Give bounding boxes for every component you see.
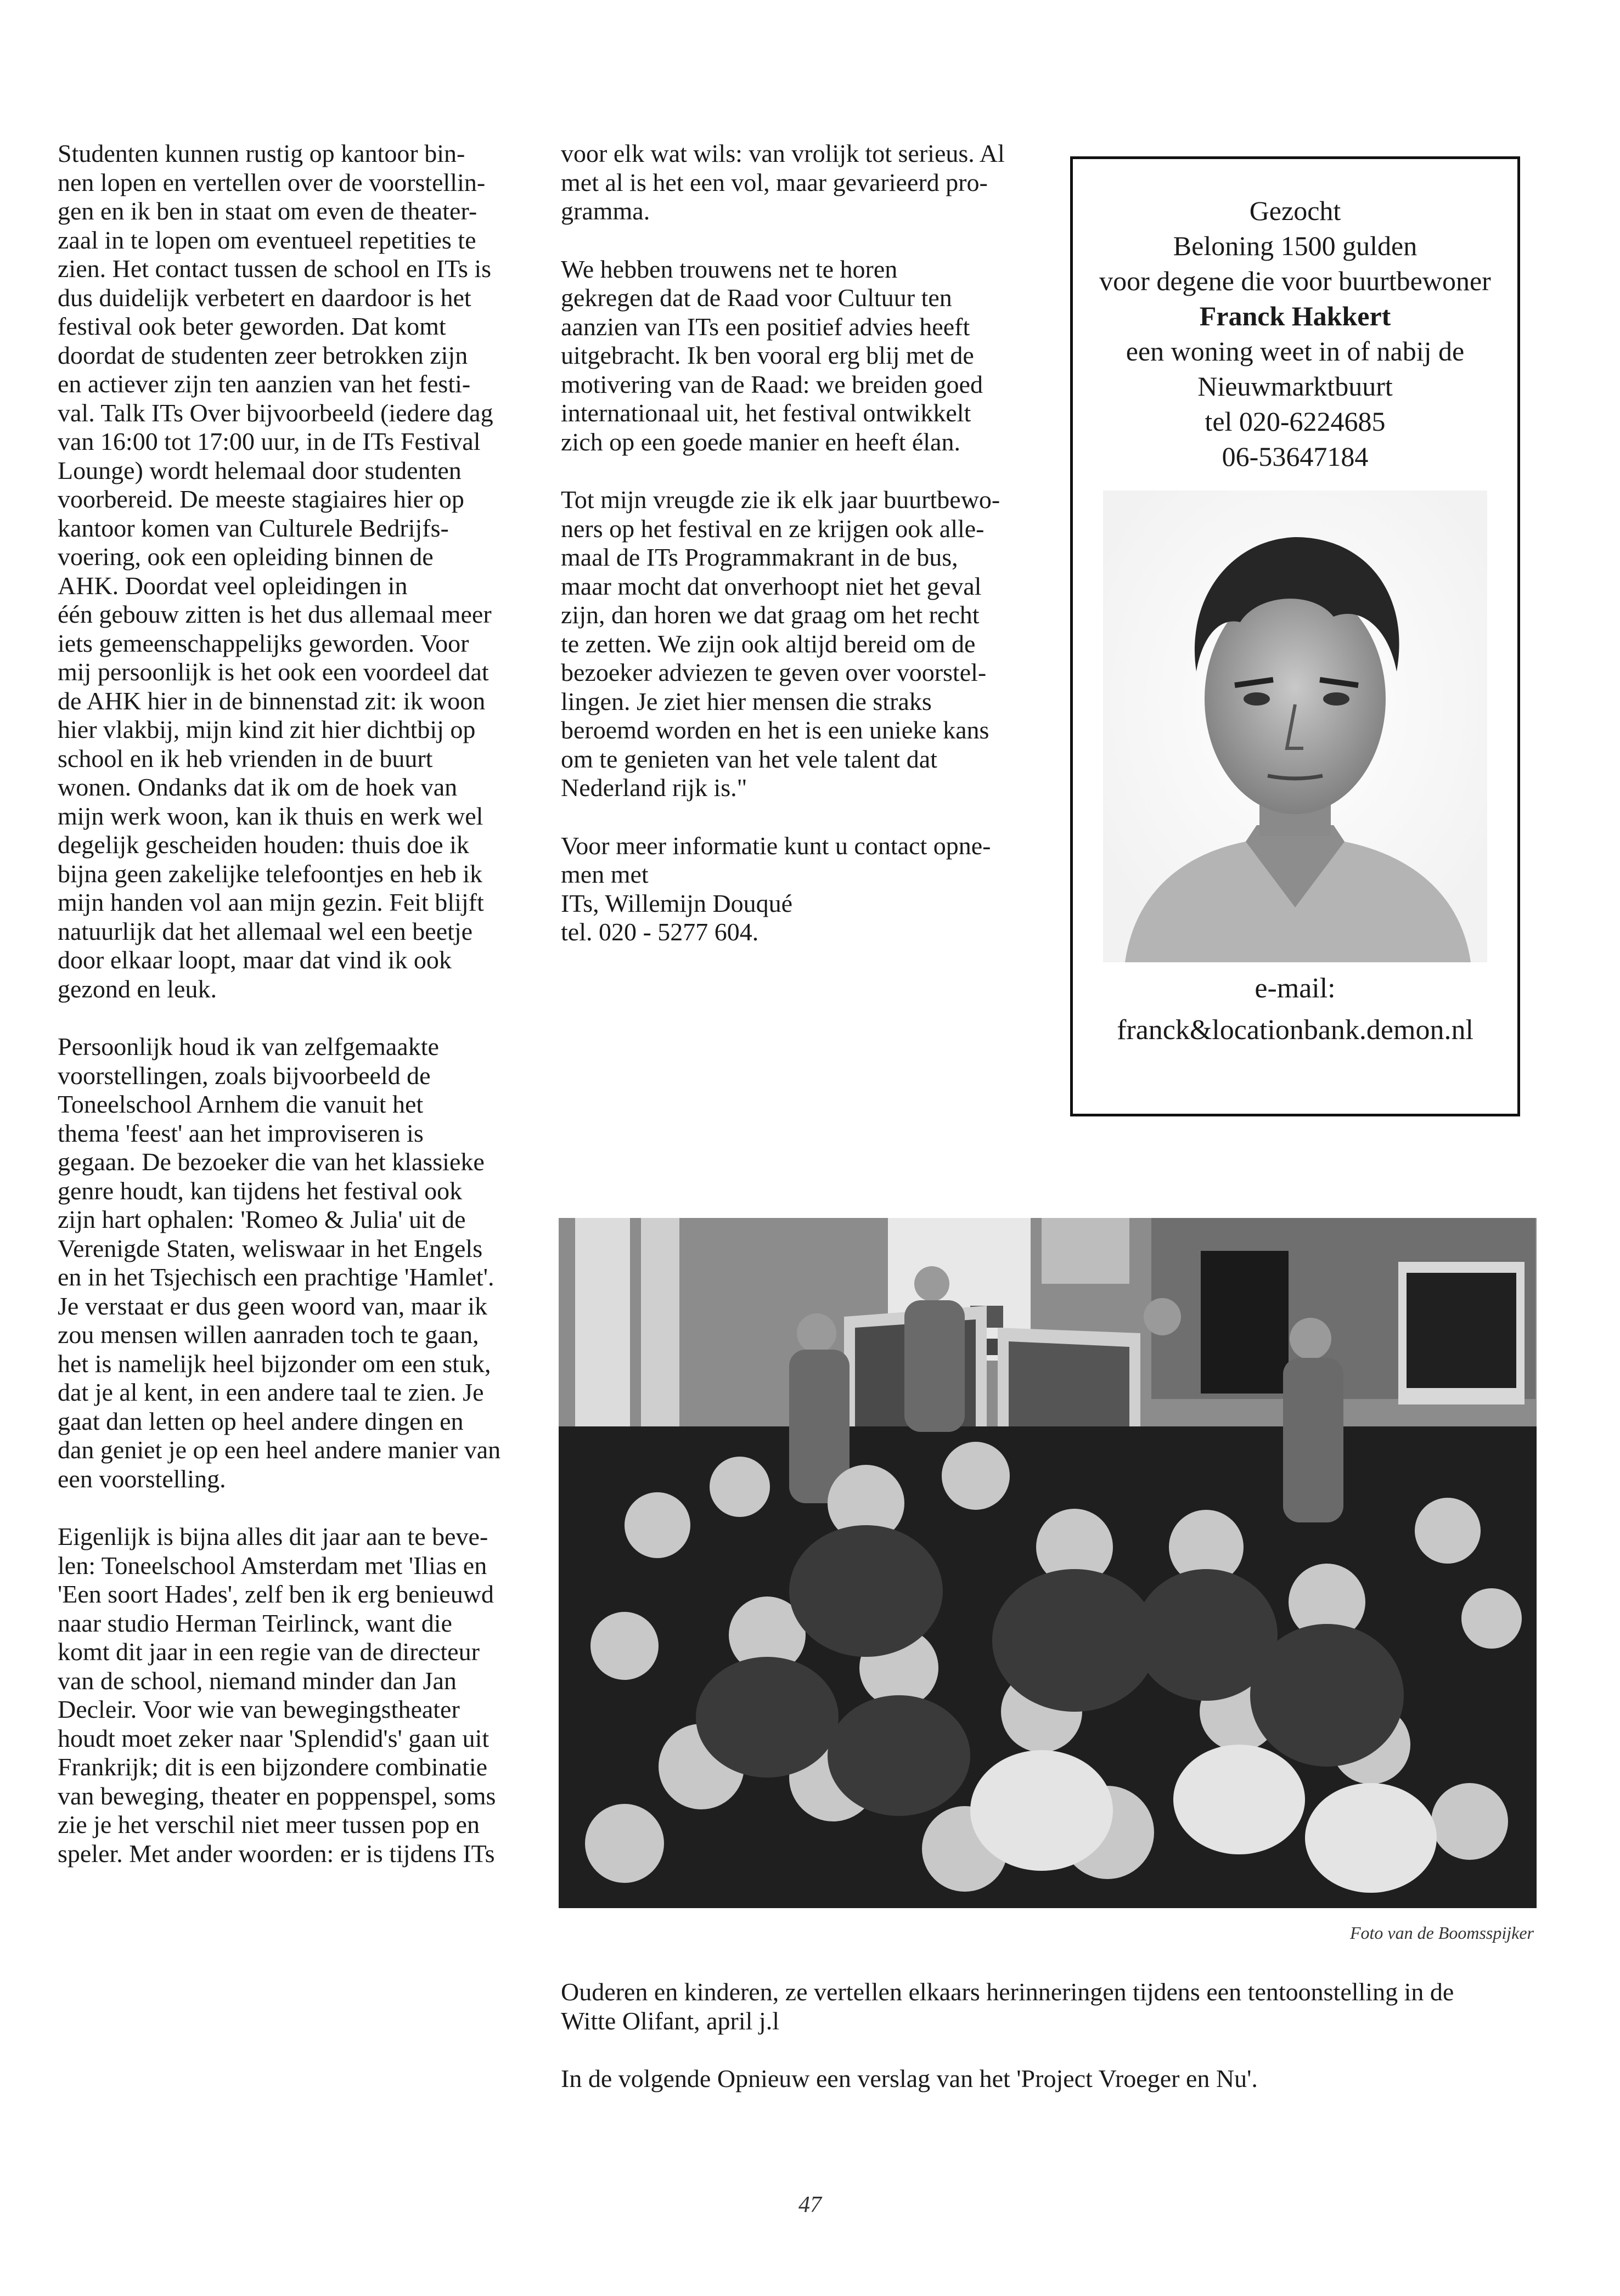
text-line: Tot mijn vreugde zie ik elk jaar buurtbewo-	[561, 486, 1000, 514]
text-line: één gebouw zitten is het dus allemaal meer	[58, 600, 492, 628]
text-line: mijn handen vol aan mijn gezin. Feit blijft	[58, 888, 484, 916]
text-line: zijn, dan horen we dat graag om het recht	[561, 601, 980, 629]
text-line: Eigenlijk is bijna alles dit jaar aan te beve-	[58, 1522, 488, 1550]
text-line: Je verstaat er dus geen woord van, maar ik	[58, 1291, 487, 1320]
text-line: val. Talk ITs Over bijvoorbeeld (iedere dag	[58, 398, 493, 427]
text-line: voorbereid. De meeste stagiaires hier op	[58, 485, 464, 513]
text-line: Studenten kunnen rustig op kantoor bin-	[58, 139, 465, 167]
text-line: genre houdt, kan tijdens het festival ook	[58, 1176, 463, 1205]
text-line: iets gemeenschappelijks geworden. Voor	[58, 629, 469, 657]
text-line: men met	[561, 860, 649, 888]
text-line: motivering van de Raad: we breiden goed	[561, 370, 983, 398]
text-line: gezond en leuk.	[58, 974, 217, 1003]
text-line: tel. 020 - 5277 604.	[561, 918, 759, 946]
text-line: Nederland rijk is."	[561, 774, 747, 802]
text-line: Ouderen en kinderen, ze vertellen elkaars herinneringen tijdens een tentoonstelling in de	[561, 1978, 1454, 2006]
text-line: zijn hart ophalen: 'Romeo & Julia' uit de	[58, 1205, 466, 1233]
text-line: naar studio Herman Teirlinck, want die	[58, 1609, 452, 1637]
text-line: school en ik heb vrienden in de buurt	[58, 744, 433, 772]
text-line: Toneelschool Arnhem die vanuit het	[58, 1090, 424, 1118]
text-line: van beweging, theater en poppenspel, soms	[58, 1781, 496, 1810]
text-line: mij persoonlijk is het ook een voordeel dat	[58, 658, 489, 686]
ad-name: Franck Hakkert	[1199, 301, 1391, 331]
text-line: van de school, niemand minder dan Jan	[58, 1666, 457, 1695]
text-line: dan geniet je op een heel andere manier van	[58, 1436, 501, 1464]
ad-email: franck&locationbank.demon.nl	[1117, 1014, 1473, 1046]
ad-email-label: e-mail:	[1255, 973, 1336, 1004]
text-line: hier vlakbij, mijn kind zit hier dichtbij op	[58, 715, 476, 743]
text-line: kantoor komen van Culturele Bedrijfs-	[58, 514, 449, 542]
photo-caption	[561, 1978, 1538, 2035]
text-line: voor elk wat wils: van vrolijk tot serieus. Al	[561, 139, 1005, 167]
text-line: van 16:00 tot 17:00 uur, in de ITs Festival	[58, 427, 481, 455]
text-line: door elkaar loopt, maar dat vind ik ook	[58, 946, 452, 974]
text-line: nen lopen en vertellen over de voorstellin-	[58, 168, 486, 196]
paragraph	[561, 139, 1038, 226]
text-line: zie je het verschil niet meer tussen pop en	[58, 1810, 480, 1838]
ad-phone: tel 020-6224685	[1205, 406, 1386, 437]
text-line: voering, ook een opleiding binnen de	[58, 543, 434, 571]
text-line: beroemd worden en het is een unieke kans	[561, 716, 989, 744]
text-line: aanzien van ITs een positief advies heeft	[561, 312, 970, 341]
text-line: degelijk gescheiden houden: thuis doe ik	[58, 831, 469, 859]
text-line: met al is het een vol, maar gevarieerd pro-	[561, 168, 988, 196]
text-line: zaal in te lopen om eventueel repetities te	[58, 225, 476, 254]
text-line: doordat de studenten zeer betrokken zijn	[58, 341, 468, 369]
text-line: om te genieten van het vele talent dat	[561, 744, 937, 773]
text-line: uitgebracht. Ik ben vooral erg blij met de	[561, 341, 974, 369]
text-line: 'Een soort Hades', zelf ben ik erg benieuwd	[58, 1580, 494, 1608]
text-line: bezoeker adviezen te geven over voorstel-	[561, 658, 987, 686]
text-line: Frankrijk; dit is een bijzondere combinatie	[58, 1753, 488, 1781]
text-line: gen en ik ben in staat om even de theater-	[58, 197, 477, 225]
text-line: Voor meer informatie kunt u contact opne-	[561, 831, 991, 860]
text-line: dus duidelijk verbetert en daardoor is het	[58, 283, 471, 312]
text-line: Persoonlijk houd ik van zelfgemaakte	[58, 1033, 439, 1060]
text-line: Verenigde Staten, weliswaar in het Engels	[58, 1234, 483, 1262]
text-line: en in het Tsjechisch een prachtige 'Hamlet'.	[58, 1263, 494, 1291]
text-line: houdt moet zeker naar 'Splendid's' gaan uit	[58, 1724, 490, 1752]
text-line: dat je al kent, in een andere taal te zien. Je	[58, 1378, 484, 1406]
text-line: internationaal uit, het festival ontwikkelt	[561, 399, 971, 427]
article-column-middle	[561, 139, 1038, 976]
text-line: len: Toneelschool Amsterdam met 'Ilias en	[58, 1551, 487, 1579]
text-line: Witte Olifant, april j.l	[561, 2006, 779, 2035]
ad-heading: Gezocht	[1249, 195, 1341, 226]
text-line: het is namelijk heel bijzonder om een stuk,	[58, 1349, 491, 1378]
text-line: en actiever zijn ten aanzien van het festi-	[58, 370, 471, 398]
text-line: gekregen dat de Raad voor Cultuur ten	[561, 284, 952, 312]
text-line: zou mensen willen aanraden toch te gaan,	[58, 1321, 479, 1349]
text-line: natuurlijk dat het allemaal wel een beetje	[58, 917, 473, 945]
text-line: zien. Het contact tussen de school en ITs is	[58, 255, 492, 283]
text-line: voorstellingen, zoals bijvoorbeeld de	[58, 1061, 431, 1090]
wanted-advertisement	[1070, 156, 1520, 1116]
text-line: gaat dan letten op heel andere dingen en	[58, 1407, 464, 1435]
text-line: Lounge) wordt helemaal door studenten	[58, 456, 462, 484]
text-line: zich op een goede manier en heeft élan.	[561, 427, 960, 456]
text-line: maar mocht dat onverhoopt niet het geval	[561, 572, 982, 600]
ad-phone: 06-53647184	[1222, 441, 1369, 472]
contact-paragraph	[561, 832, 1038, 947]
text-line: te zetten. We zijn ook altijd bereid om de	[561, 629, 976, 658]
text-line: mijn werk woon, kan ik thuis en werk wel	[58, 802, 483, 830]
ad-text: een woning weet in of nabij de	[1126, 336, 1465, 366]
text-line: speler. Met ander woorden: er is tijdens ITs	[58, 1839, 495, 1868]
paragraph	[561, 255, 1038, 457]
page-number: 47	[798, 2192, 822, 2218]
text-line: ners op het festival en ze krijgen ook alle-	[561, 514, 985, 543]
text-line: maal de ITs Programmakrant in de bus,	[561, 543, 958, 571]
text-line: festival ook beter geworden. Dat komt	[58, 312, 446, 340]
text-line: lingen. Je ziet hier mensen die straks	[561, 687, 932, 715]
portrait-photo	[1103, 490, 1487, 962]
text-line: een voorstelling.	[58, 1464, 226, 1493]
text-line: wonen. Ondanks dat ik om de hoek van	[58, 773, 458, 801]
article-column-left	[58, 139, 535, 1897]
text-line: komt dit jaar in een regie van de directeur	[58, 1638, 480, 1666]
ad-text: voor degene die voor buurtbewoner	[1099, 266, 1491, 296]
text-line: bijna geen zakelijke telefoontjes en heb ik	[58, 859, 483, 888]
photo-caption-block	[561, 1978, 1538, 2123]
paragraph	[58, 1033, 535, 1493]
text-line: We hebben trouwens net te horen	[561, 255, 898, 283]
text-line: thema 'feest' aan het improviseren is	[58, 1119, 424, 1147]
text-line: gramma.	[561, 197, 650, 225]
paragraph	[58, 139, 535, 1003]
text-line: gegaan. De bezoeker die van het klassieke	[58, 1148, 485, 1176]
next-issue-note: In de volgende Opnieuw een verslag van het 'Project Vroeger en Nu'.	[561, 2064, 1258, 2092]
text-line: de AHK hier in de binnenstad zit: ik woon	[58, 686, 486, 715]
photo-credit: Foto van de Boomsspijker	[1349, 1923, 1534, 1943]
text-line: AHK. Doordat veel opleidingen in	[58, 571, 408, 600]
text-line: Decleir. Voor wie van bewegingstheater	[58, 1695, 460, 1723]
ad-reward: Beloning 1500 gulden	[1173, 230, 1418, 261]
ad-text: Nieuwmarktbuurt	[1197, 371, 1393, 402]
paragraph	[58, 1522, 535, 1868]
paragraph	[561, 486, 1038, 803]
text-line: ITs, Willemijn Douqué	[561, 889, 793, 917]
exhibition-crowd-photo	[559, 1218, 1537, 1908]
